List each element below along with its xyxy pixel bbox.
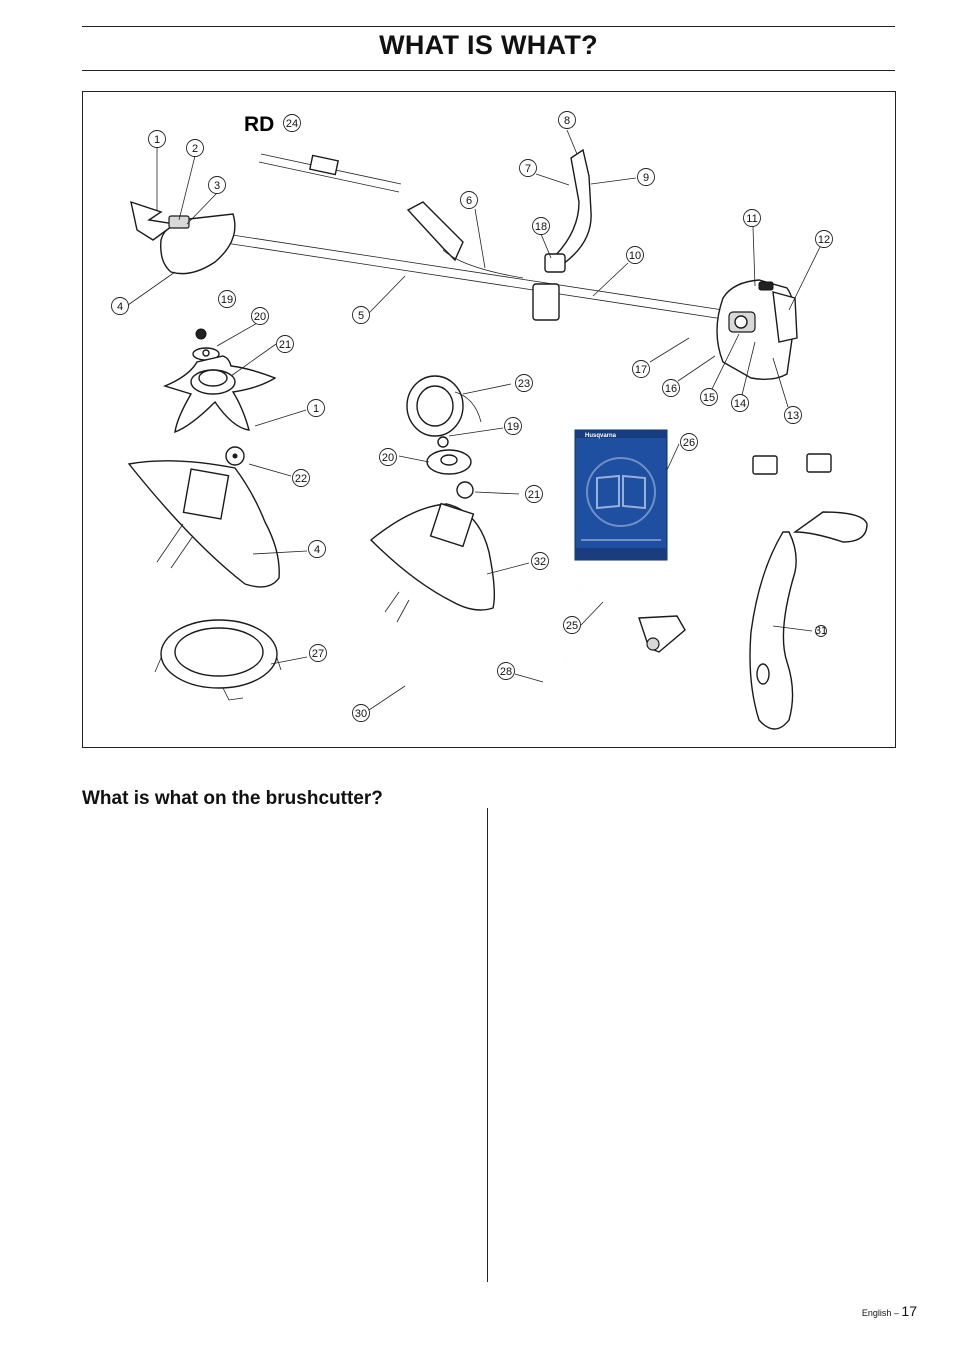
callout-26 [681,434,698,451]
callout-30 [353,705,370,722]
svg-text:3: 3 [213,180,221,192]
svg-text:2: 2 [191,143,199,155]
page-number: 17 [901,1303,917,1319]
blade-guard-illustration [155,620,281,700]
callout-19b [505,418,522,435]
operators-manual-illustration [575,430,667,560]
callout-17 [633,361,650,378]
svg-text:26: 26 [682,437,696,449]
callout-7 [520,160,537,177]
trimmer-head-kit-illustration [371,376,494,622]
page-title: WHAT IS WHAT? [379,30,598,60]
callout-22 [293,470,310,487]
manual-brand: Husqvarna [585,433,617,439]
svg-text:19: 19 [220,294,234,306]
svg-text:17: 17 [634,364,648,376]
callout-32 [532,553,549,570]
svg-text:10: 10 [628,250,642,262]
parts-illustration [83,92,897,749]
callout-12 [816,231,833,248]
svg-text:6: 6 [465,195,473,207]
callout-20b [380,449,397,466]
svg-text:25: 25 [565,620,579,632]
svg-text:16: 16 [664,383,678,395]
callout-20a [252,308,269,325]
svg-text:11: 11 [746,213,758,225]
model-label: RD [244,113,275,136]
svg-text:5: 5 [357,310,365,322]
svg-text:22: 22 [294,473,308,485]
svg-text:30: 30 [354,708,368,720]
svg-text:21: 21 [527,489,541,501]
page-footer [862,1303,917,1319]
callout-18 [533,218,550,235]
svg-text:12: 12 [817,234,831,246]
footer-separator: – [893,1308,899,1318]
footer-language: English [861,1308,892,1318]
svg-text:4: 4 [116,301,124,313]
svg-text:1: 1 [153,134,161,146]
svg-text:1: 1 [312,403,320,415]
callout-11 [744,210,761,227]
svg-text:19: 19 [506,421,520,433]
callout-2 [187,140,204,157]
callout-9 [638,169,655,186]
callout-25 [564,617,581,634]
callout-27 [310,645,327,662]
svg-text:18: 18 [534,221,548,233]
section-heading: What is what on the brushcutter? [82,788,383,809]
hex-key-illustration [545,662,615,712]
callout-8 [559,112,576,129]
svg-text:8: 8 [563,115,571,127]
top-rule [82,26,895,27]
callout-6 [461,192,478,209]
svg-text:15: 15 [702,392,716,404]
svg-text:14: 14 [733,398,747,410]
callout-4b [309,541,326,558]
svg-text:9: 9 [642,172,650,184]
callout-10 [627,247,644,264]
brushcutter-illustration [131,150,797,379]
parts-figure [82,91,896,748]
svg-text:21: 21 [278,339,292,351]
svg-text:4: 4 [313,544,321,556]
svg-text:24: 24 [285,118,299,130]
callout-21a [277,336,294,353]
svg-text:13: 13 [786,410,800,422]
callout-3 [209,177,226,194]
callout-15 [701,389,718,406]
shaft-coupling-illustration [259,154,401,192]
svg-text:7: 7 [524,163,532,175]
callout-24 [284,115,301,132]
callout-31 [815,625,827,637]
screwdriver-rod-illustration [357,662,465,706]
svg-text:27: 27 [311,648,325,660]
callout-23 [516,375,533,392]
svg-text:20: 20 [253,311,267,323]
callout-19a [219,291,236,308]
grass-blade-kit-illustration [129,329,279,587]
callout-4a [112,298,129,315]
callout-1b [308,400,325,417]
callout-16 [663,380,680,397]
callout-13 [785,407,802,424]
callout-5 [353,307,370,324]
callout-21b [526,486,543,503]
svg-text:31: 31 [814,625,828,637]
title-underline [82,70,895,71]
column-divider [487,808,488,1282]
callout-1a [149,131,166,148]
combination-spanner-illustration [577,586,685,652]
svg-text:28: 28 [499,666,513,678]
callout-14 [732,395,749,412]
svg-text:23: 23 [517,378,531,390]
svg-text:20: 20 [381,452,395,464]
svg-text:32: 32 [533,556,547,568]
callout-28 [498,663,515,680]
harness-illustration [750,454,867,729]
